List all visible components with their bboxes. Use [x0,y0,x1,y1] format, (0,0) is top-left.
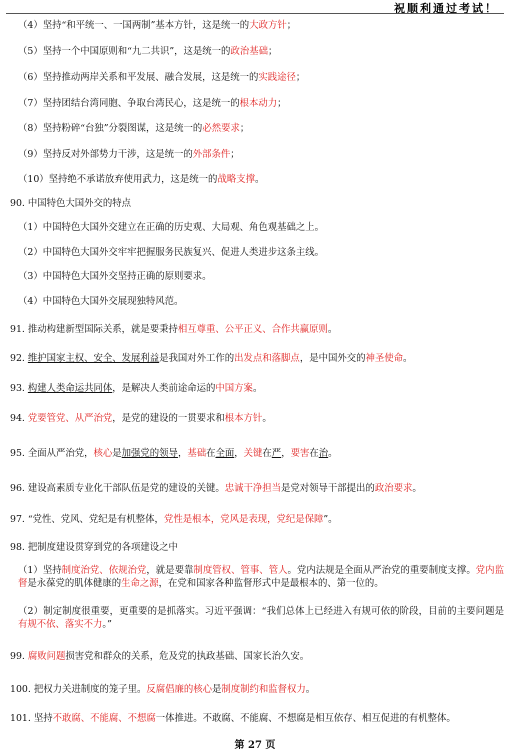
highlight-text: 基础 [187,448,207,459]
line-s90-4 [18,295,183,308]
highlight-text: 党内监督 [18,565,504,589]
line-s98-1 [18,564,504,590]
text-segment: 94. [10,413,28,424]
line-s92 [10,352,412,365]
text-segment: 。 [262,413,272,424]
highlight-text: 制度制约和监督权力 [221,684,306,695]
line-s93 [10,382,262,395]
text-segment: ； [286,20,297,31]
line-i9 [18,148,240,161]
text-segment: （3）中国特色大国外交坚持正确的原则要求。 [18,271,212,282]
highlight-text: 相互尊重、公平正义、合作共赢原则 [177,324,328,335]
text-segment: ， [234,448,244,459]
highlight-text: 制度管权、管事、管人 [193,565,288,576]
text-segment: ； [277,98,287,109]
text-segment: 。 [305,684,316,695]
text-segment: （4）坚持“和平统一、一国两制”基本方针，这是统一的 [18,20,250,31]
highlight-text: 腐败问题 [27,651,66,662]
underlined-text: 维护国家主权、安全、发展利益 [27,353,160,364]
highlight-text: 党性是根本，党风是表现，党纪是保障 [163,514,324,525]
text-segment: ； [230,149,240,160]
text-segment: 。 [327,324,338,335]
line-s99 [10,650,309,663]
highlight-text: 不敢腐、不能腐、不想腐 [52,713,156,724]
underlined-text: 严 [271,448,282,459]
highlight-text: 实践途径 [258,72,296,83]
line-i4 [18,19,296,32]
highlight-text: 反腐倡廉的核心 [146,684,212,695]
text-segment: 。 [252,383,263,394]
header-rule [6,13,504,14]
highlight-text: 中国方案 [215,383,253,394]
line-s90-1 [18,221,324,234]
highlight-text: 生命之源 [121,578,159,589]
text-segment: ， [281,448,291,459]
line-s95 [10,447,338,460]
text-segment: 91. 推动构建新型国际关系，就是要秉持 [10,324,178,335]
text-segment: 在 [262,448,272,459]
highlight-text: 战略支撑 [217,174,255,185]
text-segment: 99. [10,651,28,662]
text-segment: （1）坚持 [18,565,62,576]
text-segment: 。 [328,448,338,459]
highlight-text: 根本动力 [239,98,278,109]
text-segment: 。” [102,619,112,630]
highlight-text: 政治基础 [230,46,268,57]
text-segment: （5）坚持一个中国原则和“九二共识”，这是统一的 [18,46,231,57]
text-segment: ，是解决人类前途命运的 [112,383,216,394]
underlined-text: 治 [318,448,329,459]
text-segment: ，在党和国家各种监督形式中是最根本的、第一位的。 [158,578,384,589]
line-s101 [10,712,456,725]
line-i6 [18,71,305,84]
highlight-text: 制度治党、依规治党 [61,565,147,576]
line-s98-2 [18,605,504,631]
line-s100 [10,683,315,696]
text-segment: 97. “党性、党风、党纪是有机整体， [10,514,164,525]
text-segment: （2）制定制度很重要，更重要的是抓落实。习近平强调：“我们总体上已经进入有规可依的阶段，目前的主要问题是 [18,606,504,617]
highlight-text: 必然要求 [202,123,240,134]
text-segment: （2）中国特色大国外交牢牢把握服务民族复兴、促进人类进步这条主线。 [18,247,324,258]
underlined-text: 加强党的领导 [121,448,178,459]
line-s98 [10,541,178,554]
highlight-text: 关键 [243,448,263,459]
text-segment: 是 [212,684,222,695]
text-segment: （1）中国特色大国外交建立在正确的历史观、大局观、角色观基础之上。 [18,222,324,233]
highlight-text: 有规不依、落实不力 [18,619,103,630]
line-s90-2 [18,246,324,259]
text-segment: 是我国对外工作的 [159,353,235,364]
text-segment: 101. 坚持 [10,713,53,724]
line-s97 [10,513,338,526]
text-segment: （10）坚持绝不承诺放弃使用武力，这是统一的 [18,174,218,185]
line-s90 [10,197,131,210]
line-i10 [18,173,264,186]
highlight-text: 党要管党、从严治党 [27,413,113,424]
line-s96 [10,482,422,495]
line-i8 [18,122,249,135]
text-segment: ； [239,123,250,134]
page-number: 第 27 页 [234,740,276,751]
text-segment: 一体推进。不敢腐、不能腐、不想腐是相互依存、相互促进的有机整体。 [155,713,456,724]
text-segment: （4）中国特色大国外交展现独特风范。 [18,296,184,307]
text-segment: ； [295,72,306,83]
highlight-text: 要害 [290,448,310,459]
text-segment: 在 [206,448,216,459]
text-segment: 95. 全面从严治党， [10,448,94,459]
text-segment: 。 [402,353,413,364]
highlight-text: 核心 [93,448,113,459]
text-segment: 是党对领导干部提出的 [281,483,375,494]
text-segment: ，是党的建设的一贯要求和 [112,413,225,424]
text-segment: 。 [412,483,422,494]
text-segment: 。党内法规是全面从严治党的重要制度支撑。 [287,565,476,576]
highlight-text: 根本方针 [224,413,263,424]
underlined-text: 构建人类命运共同体 [27,383,113,394]
text-segment: ，是中国外交的 [299,353,366,364]
text-segment: 损害党和群众的关系，危及党的执政基础、国家长治久安。 [65,651,310,662]
highlight-text: 大政方针 [249,20,287,31]
line-s90-3 [18,270,211,283]
text-segment: 98. 把制度建设贯穿到党的各项建设之中 [10,542,178,553]
text-segment: ， [177,448,188,459]
line-i5 [18,45,277,58]
text-segment: （8）坚持粉碎“台独”分裂图谋，这是统一的 [18,123,203,134]
text-segment: 是 [112,448,122,459]
page-header [0,0,510,14]
text-segment: ； [267,46,278,57]
text-segment: 93. [10,383,28,394]
header-title: 祝顺利通过考试！ [394,2,498,15]
text-segment: 。 [254,174,265,185]
text-segment: 100. 把权力关进制度的笼子里。 [10,684,147,695]
text-segment: （7）坚持团结台湾同胞、争取台湾民心，这是统一的 [18,98,240,109]
line-s94 [10,412,272,425]
text-segment: ，就是要靠 [146,565,194,576]
highlight-text: 忠诚干净担当 [224,483,282,494]
text-segment: （6）坚持推动两岸关系和平发展、融合发展，这是统一的 [18,72,259,83]
highlight-text: 神圣使命 [365,353,403,364]
highlight-text: 外部条件 [192,149,231,160]
highlight-text: 出发点和落脚点 [234,353,300,364]
text-segment: 90. 中国特色大国外交的特点 [10,198,132,209]
text-segment: ”。 [323,514,338,525]
text-segment: 是永葆党的肌体健康的 [27,578,122,589]
text-segment: （9）坚持反对外部势力干涉，这是统一的 [18,149,193,160]
line-i7 [18,97,287,110]
underlined-text: 全面 [215,448,235,459]
text-segment: 96. 建设高素质专业化干部队伍是党的建设的关键。 [10,483,225,494]
line-s91 [10,323,337,336]
text-segment: 92. [10,353,28,364]
highlight-text: 政治要求 [374,483,413,494]
text-segment: 在 [309,448,319,459]
